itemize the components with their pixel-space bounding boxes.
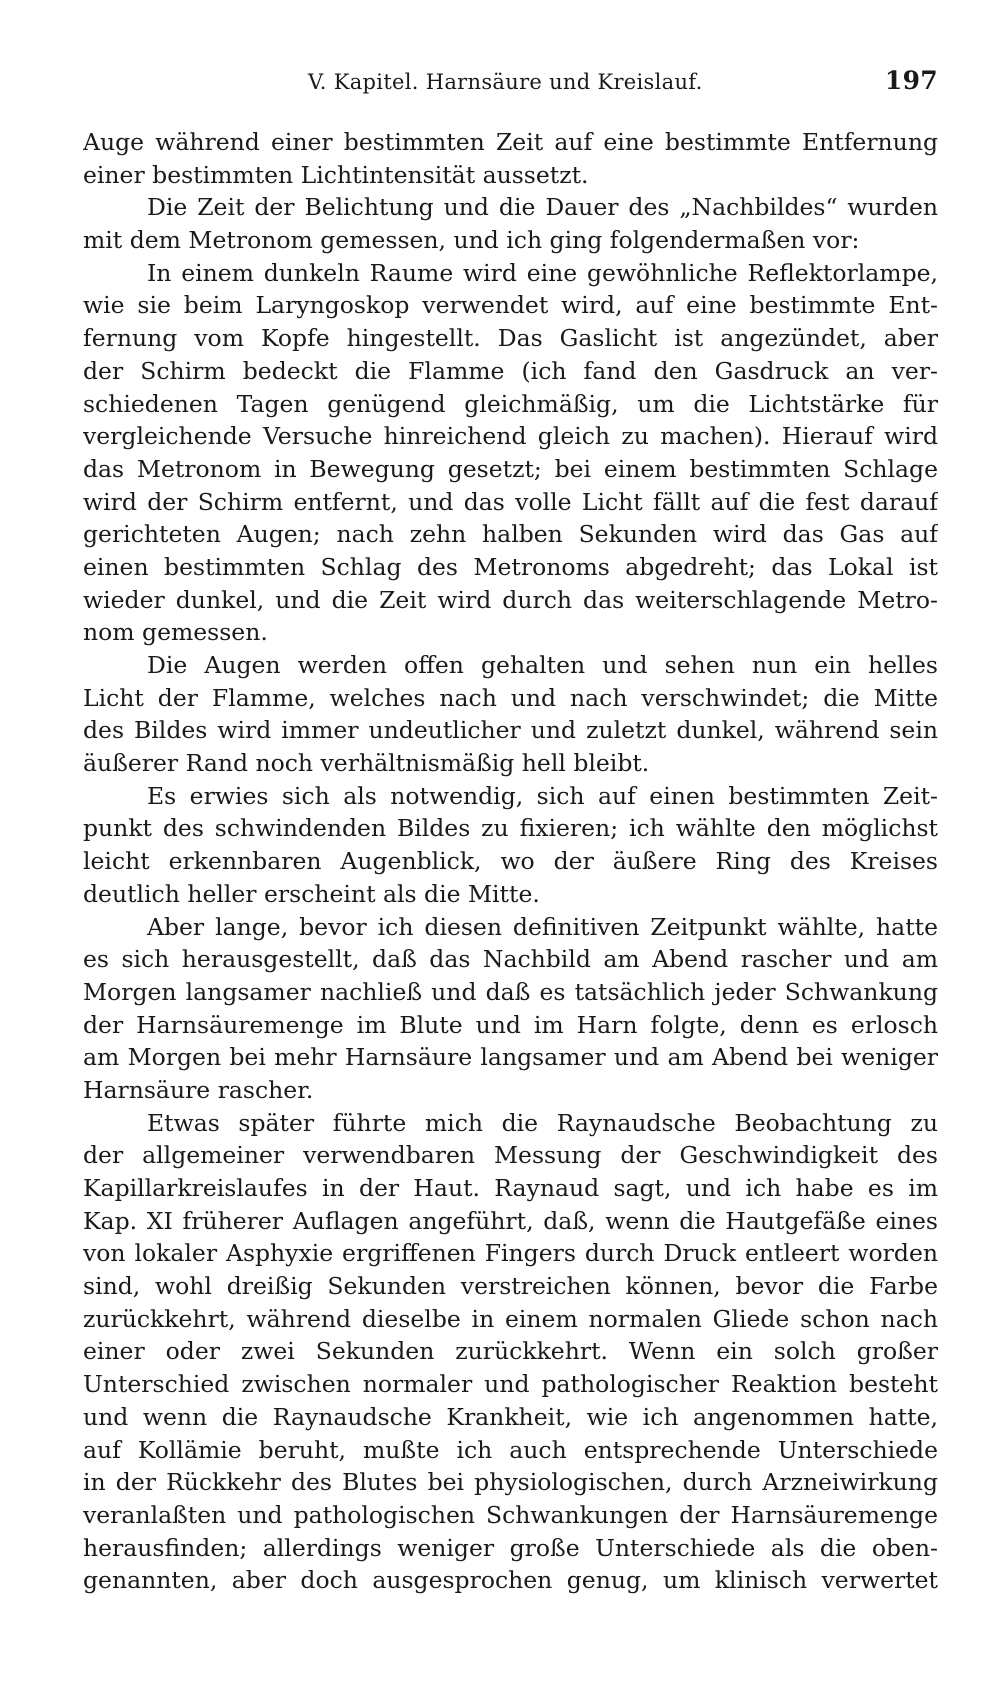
- text-line: mit dem Metronom gemessen, und ich ging folgendermaßen vor:: [83, 226, 860, 255]
- text-line: der Schirm bedeckt die Flamme (ich fand den Gasdruck an ver-: [83, 356, 938, 385]
- text-line: sind, wohl dreißig Sekunden verstreichen können, bevor die Farbe: [83, 1272, 938, 1301]
- text-line: es sich herausgestellt, daß das Nachbild am Abend rascher und am: [83, 945, 938, 974]
- text-line: deutlich heller erscheint als die Mitte.: [83, 879, 540, 908]
- text-line: genannten, aber doch ausgesprochen genug, um klinisch verwertet: [83, 1566, 938, 1595]
- text-line: einer bestimmten Lichtintensität aussetzt.: [83, 160, 589, 189]
- text-line: am Morgen bei mehr Harnsäure langsamer und am Abend bei weniger: [83, 1043, 938, 1072]
- text-line: fernung vom Kopfe hingestellt. Das Gaslicht ist angezündet, aber: [83, 324, 938, 353]
- text-line: nom gemessen.: [83, 618, 268, 647]
- text-line: gerichteten Augen; nach zehn halben Sekunden wird das Gas auf: [83, 520, 938, 549]
- text-line: einen bestimmten Schlag des Metronoms abgedreht; das Lokal ist: [83, 552, 938, 581]
- text-line: äußerer Rand noch verhältnismäßig hell bleibt.: [83, 749, 650, 778]
- text-line: der allgemeiner verwendbaren Messung der Geschwindigkeit des: [83, 1141, 938, 1170]
- text-line: Unterschied zwischen normaler und pathologischer Reaktion besteht: [83, 1370, 938, 1399]
- text-line: Harnsäure rascher.: [83, 1075, 314, 1104]
- text-line: der Harnsäuremenge im Blute und im Harn folgte, denn es erlosch: [83, 1010, 938, 1039]
- text-line: des Bildes wird immer undeutlicher und zuletzt dunkel, während sein: [83, 716, 938, 745]
- text-line: wieder dunkel, und die Zeit wird durch das weiterschlagende Metro-: [83, 585, 938, 614]
- text-line: wird der Schirm entfernt, und das volle Licht fällt auf die fest darauf: [83, 487, 938, 516]
- text-line: das Metronom in Bewegung gesetzt; bei einem bestimmten Schlage: [83, 454, 938, 483]
- text-line: Die Augen werden offen gehalten und sehen nun ein helles: [147, 651, 938, 679]
- text-line: Es erwies sich als notwendig, sich auf einen bestimmten Zeit-: [147, 781, 938, 810]
- text-line: veranlaßten und pathologischen Schwankungen der Harnsäuremenge: [83, 1500, 938, 1529]
- text-line: von lokaler Asphyxie ergriffenen Fingers durch Druck entleert worden: [83, 1239, 938, 1268]
- text-line: Kap. XI früherer Auflagen angeführt, daß, wenn die Hautgefäße eines: [83, 1206, 938, 1235]
- page-number: 197: [884, 66, 938, 95]
- text-line: punkt des schwindenden Bildes zu fixieren; ich wählte den möglichst: [83, 814, 938, 843]
- text-line: In einem dunkeln Raume wird eine gewöhnliche Reflektorlampe,: [147, 258, 938, 287]
- text-line: Aber lange, bevor ich diesen definitiven Zeitpunkt wählte, hatte: [147, 912, 938, 941]
- text-line: Morgen langsamer nachließ und daß es tatsächlich jeder Schwankung: [83, 977, 938, 1006]
- text-line: zurückkehrt, während dieselbe in einem normalen Gliede schon nach: [83, 1304, 938, 1333]
- text-line: Etwas später führte mich die Raynaudsche Beobachtung zu: [147, 1108, 938, 1137]
- text-line: leicht erkennbaren Augenblick, wo der äußere Ring des Kreises: [83, 847, 938, 876]
- text-line: Auge während einer bestimmten Zeit auf eine bestimmte Entfernung: [83, 128, 938, 156]
- text-line: auf Kollämie beruht, mußte ich auch entsprechende Unterschiede: [83, 1435, 938, 1464]
- text-line: wie sie beim Laryngoskop verwendet wird, auf eine bestimmte Ent-: [83, 291, 938, 320]
- text-line: herausfinden; allerdings weniger große Unterschiede als die oben-: [83, 1533, 938, 1562]
- text-line: Licht der Flamme, welches nach und nach verschwindet; die Mitte: [83, 683, 938, 712]
- text-line: vergleichende Versuche hinreichend gleich zu machen). Hierauf wird: [83, 422, 938, 451]
- text-line: Die Zeit der Belichtung und die Dauer des „Nachbildes“ wurden: [147, 193, 938, 222]
- body-text: [83, 126, 938, 1597]
- text-line: schiedenen Tagen genügend gleichmäßig, um die Lichtstärke für: [83, 389, 938, 418]
- text-line: und wenn die Raynaudsche Krankheit, wie ich angenommen hatte,: [83, 1402, 938, 1431]
- text-line: Kapillarkreislaufes in der Haut. Raynaud sagt, und ich habe es im: [83, 1174, 938, 1202]
- chapter-title: V. Kapitel. Harnsäure und Kreislauf.: [308, 70, 703, 94]
- text-line: einer oder zwei Sekunden zurückkehrt. Wenn ein solch großer: [83, 1337, 938, 1366]
- running-header: [83, 66, 938, 102]
- text-line: in der Rückkehr des Blutes bei physiologischen, durch Arzneiwirkung: [83, 1468, 938, 1497]
